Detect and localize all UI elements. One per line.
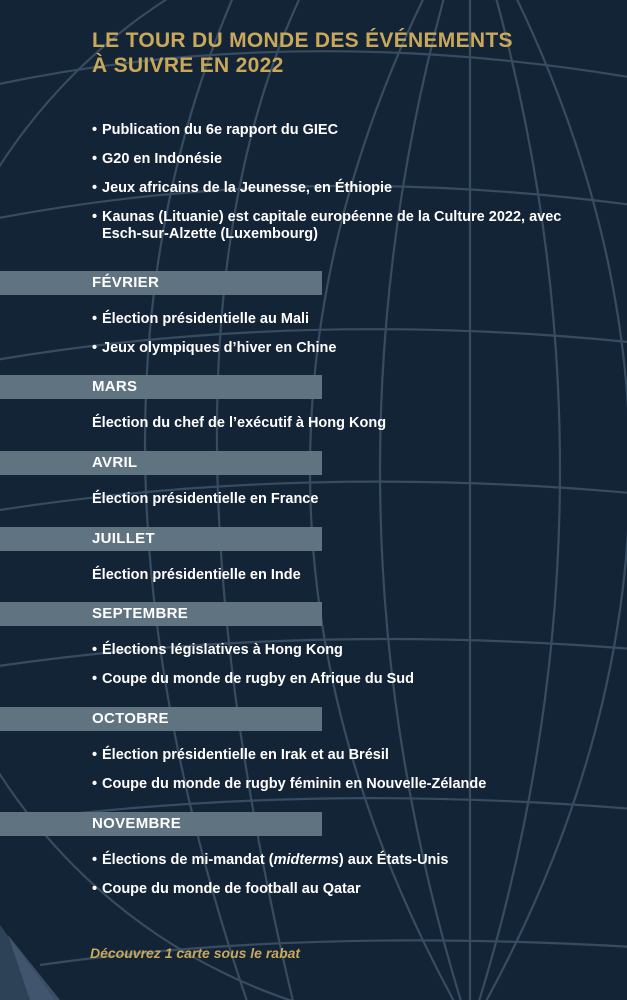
fevrier-list xyxy=(92,311,592,369)
month-header-avril xyxy=(0,451,322,475)
list-item: • Jeux africains de la Jeunesse, en Éthiopie xyxy=(92,180,592,197)
month-label: AVRIL xyxy=(92,454,138,471)
title-line-2: À SUIVRE EN 2022 xyxy=(92,54,284,77)
month-label: MARS xyxy=(92,378,138,395)
list-item: • Coupe du monde de football au Qatar xyxy=(92,881,592,898)
list-item: • Élections de mi-mandat (midterms) aux États-Unis xyxy=(92,852,592,869)
juillet-event: Élection présidentielle en Inde xyxy=(92,567,301,583)
month-header-fevrier xyxy=(0,271,322,295)
month-header-juillet xyxy=(0,527,322,551)
list-item: • Élection présidentielle au Mali xyxy=(92,311,592,328)
novembre-list xyxy=(92,852,592,910)
month-label: OCTOBRE xyxy=(92,710,169,727)
month-label: SEPTEMBRE xyxy=(92,605,189,622)
list-item: • Coupe du monde de rugby en Afrique du Sud xyxy=(92,671,592,688)
month-label: NOVEMBRE xyxy=(92,815,182,832)
page-title xyxy=(92,28,612,78)
list-item: • Jeux olympiques d’hiver en Chine xyxy=(92,340,592,357)
month-header-septembre xyxy=(0,602,322,626)
octobre-list xyxy=(92,747,592,805)
list-item: • Kaunas (Lituanie) est capitale européenne de la Culture 2022, avec Esch-sur-Alzette (Luxembourg) xyxy=(92,209,592,243)
list-item: • Élections législatives à Hong Kong xyxy=(92,642,592,659)
month-label: JUILLET xyxy=(92,530,155,547)
list-item: • Coupe du monde de rugby féminin en Nouvelle-Zélande xyxy=(92,776,592,793)
list-item: • Élection présidentielle en Irak et au Brésil xyxy=(92,747,592,764)
list-item: • G20 en Indonésie xyxy=(92,151,592,168)
month-label: FÉVRIER xyxy=(92,274,160,291)
footer-note: Découvrez 1 carte sous le rabat xyxy=(90,945,301,961)
list-item: • Publication du 6e rapport du GIEC xyxy=(92,122,592,139)
avril-event: Élection présidentielle en France xyxy=(92,491,319,507)
title-line-1: LE TOUR DU MONDE DES ÉVÉNEMENTS xyxy=(92,29,513,52)
septembre-list xyxy=(92,642,592,700)
intro-list xyxy=(92,122,592,255)
month-header-mars xyxy=(0,375,322,399)
mars-event: Élection du chef de l’exécutif à Hong Kong xyxy=(92,415,387,431)
month-header-novembre xyxy=(0,812,322,836)
month-header-octobre xyxy=(0,707,322,731)
